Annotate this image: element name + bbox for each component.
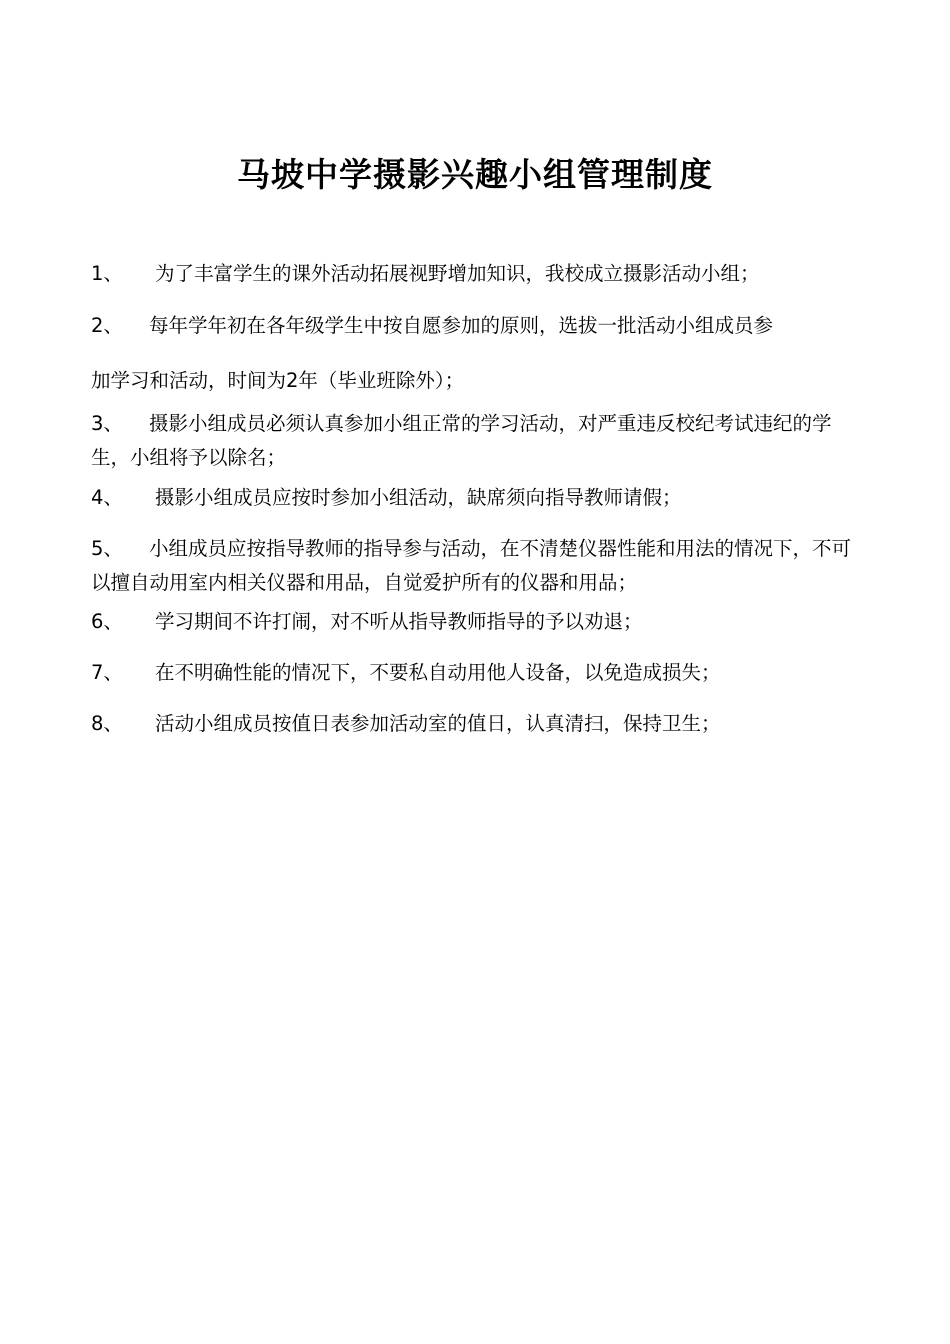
rule-number: 2、	[91, 314, 123, 337]
rule-item-8	[91, 707, 866, 741]
rule-item-6	[91, 605, 866, 639]
rule-item-3	[91, 407, 866, 475]
rule-number: 8、	[91, 712, 123, 735]
rule-text-line2: 加学习和活动，时间为2年（毕业班除外）；	[91, 369, 465, 392]
rule-item-2	[91, 309, 866, 398]
rule-text: 为了丰富学生的课外活动拓展视野增加知识，我校成立摄影活动小组；	[155, 262, 760, 285]
rule-item-5	[91, 532, 866, 600]
rule-text: 摄影小组成员应按时参加小组活动，缺席须向指导教师请假；	[155, 486, 682, 509]
rule-item-4	[91, 481, 866, 515]
rule-number: 1、	[91, 262, 123, 285]
rule-text: 摄影小组成员必须认真参加小组正常的学习活动，对严重违反校纪考试违纪的学生，小组将予以除名；	[91, 412, 832, 469]
rule-text: 在不明确性能的情况下，不要私自动用他人设备，以免造成损失；	[155, 661, 721, 684]
document-title: 马坡中学摄影兴趣小组管理制度	[237, 155, 713, 194]
rule-text: 活动小组成员按值日表参加活动室的值日，认真清扫，保持卫生；	[155, 712, 721, 735]
rule-number: 4、	[91, 486, 123, 509]
rule-number: 5、	[91, 537, 123, 560]
rule-number: 3、	[91, 412, 123, 435]
rule-item-1	[91, 257, 866, 291]
rule-text: 小组成员应按指导教师的指导参与活动，在不清楚仪器性能和用法的情况下，不可以擅自动用室内相关仪器和用品，自觉爱护所有的仪器和用品；	[91, 537, 852, 594]
rule-number: 6、	[91, 610, 123, 633]
rule-item-7	[91, 656, 866, 690]
rule-text-line1: 每年学年初在各年级学生中按自愿参加的原则，选拔一批活动小组成员参	[149, 314, 774, 337]
rule-text: 学习期间不许打闹，对不听从指导教师指导的予以劝退；	[155, 610, 643, 633]
rule-number: 7、	[91, 661, 123, 684]
